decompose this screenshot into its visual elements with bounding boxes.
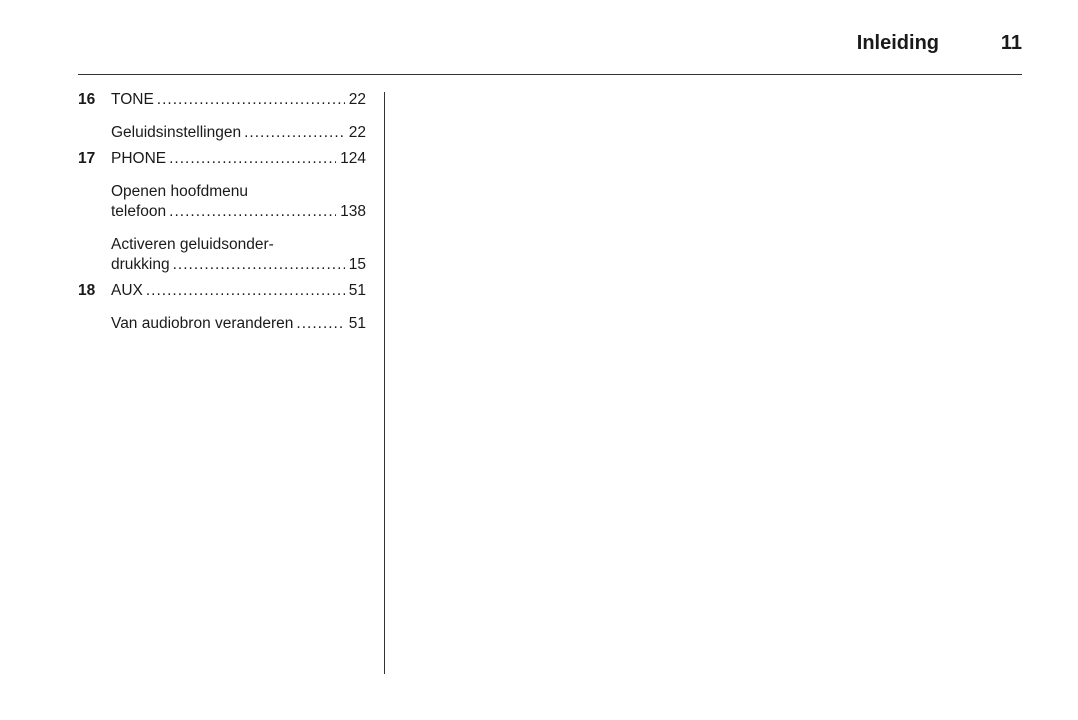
toc-entry-label: telefoon xyxy=(111,203,167,220)
toc-item-16 xyxy=(78,90,366,110)
toc-subitem xyxy=(78,235,366,275)
toc-item-number: 18 xyxy=(78,282,96,299)
toc-entry-tone[interactable] xyxy=(111,90,366,110)
toc-entry-page: 138 xyxy=(340,203,366,220)
toc-entry-label: Geluidsinstellingen xyxy=(111,124,242,141)
toc-entry-telefoon[interactable] xyxy=(111,202,366,222)
toc-entry-page: 22 xyxy=(348,124,366,141)
toc-entry-page: 51 xyxy=(348,315,366,332)
toc-entry-page: 124 xyxy=(340,150,366,167)
dot-leader xyxy=(244,123,345,143)
dot-leader xyxy=(157,90,345,110)
toc-item-number: 17 xyxy=(78,150,96,167)
toc-entry-aux[interactable] xyxy=(111,281,366,301)
toc-subitem xyxy=(78,123,366,143)
toc-list xyxy=(78,90,366,334)
toc-entry-label-line: Openen hoofdmenu xyxy=(111,183,249,200)
dot-leader xyxy=(173,255,345,275)
toc-entry-geluidsonderdrukking[interactable] xyxy=(111,255,366,275)
toc-entry-label: AUX xyxy=(111,282,143,299)
page-number: 11 xyxy=(1000,32,1022,54)
toc-item-18 xyxy=(78,281,366,301)
toc-subitem xyxy=(78,314,366,334)
toc-entry-audiobron[interactable] xyxy=(111,314,366,334)
toc-entry-label-line: Activeren geluidsonder- xyxy=(111,236,274,253)
toc-entry-label: PHONE xyxy=(111,150,167,167)
toc-entry-label: Van audiobron veranderen xyxy=(111,315,294,332)
toc-subitem xyxy=(78,182,366,222)
section-title: Inleiding xyxy=(856,32,939,54)
toc-item-number: 16 xyxy=(78,91,96,108)
toc-entry-page: 15 xyxy=(348,256,366,273)
column-divider xyxy=(384,92,385,674)
toc-entry-page: 51 xyxy=(348,282,366,299)
dot-leader xyxy=(169,149,336,169)
toc-entry-label: TONE xyxy=(111,91,154,108)
dot-leader xyxy=(296,314,344,334)
dot-leader xyxy=(146,281,345,301)
toc-entry-page: 22 xyxy=(348,91,366,108)
toc-entry-phone[interactable] xyxy=(111,149,366,169)
toc-item-17 xyxy=(78,149,366,169)
dot-leader xyxy=(169,202,336,222)
header-rule xyxy=(78,74,1022,75)
toc-entry-label: drukking xyxy=(111,256,170,273)
toc-entry-geluidsinstellingen[interactable] xyxy=(111,123,366,143)
